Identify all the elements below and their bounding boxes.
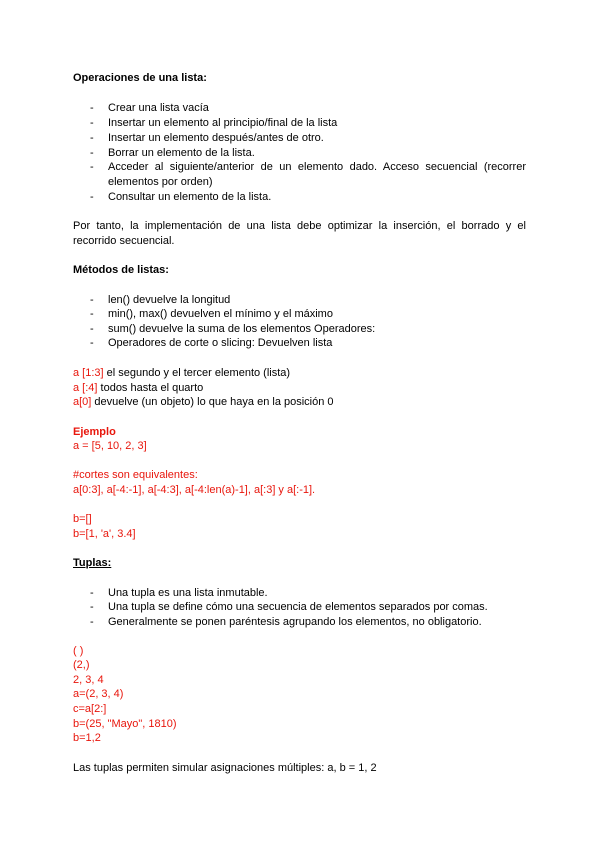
code-line: b=(25, "Mayo", 1810) [73, 718, 177, 730]
code-line: a = [5, 10, 2, 3] [73, 440, 147, 452]
code-line: b=1,2 [73, 732, 101, 744]
slice-line [73, 366, 290, 380]
bullet-dash: - [90, 337, 94, 349]
closing-paragraph: Las tuplas permiten simular asignaciones múltiples: a, b = 1, 2 [73, 762, 377, 774]
bullet-dash: - [90, 191, 94, 203]
slice-line [73, 381, 203, 395]
list-item: Operadores de corte o slicing: Devuelven lista [108, 337, 333, 349]
bullet-dash: - [90, 161, 94, 173]
code-line: a[0:3], a[-4:-1], a[-4:3], a[-4:len(a)-1], a[:3] y a[:-1]. [73, 484, 316, 496]
list-item: Consultar un elemento de la lista. [108, 191, 272, 203]
slice-code: a [:4] [73, 382, 98, 394]
list-item: sum() devuelve la suma de los elementos Operadores: [108, 323, 376, 335]
bullet-dash: - [90, 616, 94, 628]
slice-code: a [1:3] [73, 367, 104, 379]
bullet-dash: - [90, 587, 94, 599]
code-line: b=[] [73, 513, 92, 525]
slice-code: a[0] [73, 396, 92, 408]
code-line: (2,) [73, 659, 90, 671]
bullet-dash: - [90, 147, 94, 159]
list-item: Una tupla se define cómo una secuencia de elementos separados por comas. [108, 601, 488, 613]
code-line: a=(2, 3, 4) [73, 688, 124, 700]
bullet-dash: - [90, 102, 94, 114]
slice-text: devuelve (un objeto) lo que haya en la posición 0 [91, 396, 334, 408]
bullet-dash: - [90, 323, 94, 335]
list-item: Crear una lista vacía [108, 102, 209, 114]
list-item: min(), max() devuelven el mínimo y el máximo [108, 308, 333, 320]
code-line: c=a[2:] [73, 703, 107, 715]
code-comment: #cortes son equivalentes: [73, 469, 198, 481]
bullet-dash: - [90, 308, 94, 320]
paragraph-line: recorrido secuencial. [73, 235, 175, 247]
list-item: Insertar un elemento al principio/final de la lista [108, 117, 338, 129]
code-line: 2, 3, 4 [73, 674, 104, 686]
section-heading-operaciones: Operaciones de una lista: [73, 72, 207, 84]
slice-line [73, 395, 334, 409]
list-item: Una tupla es una lista inmutable. [108, 587, 268, 599]
list-item: Generalmente se ponen paréntesis agrupando los elementos, no obligatorio. [108, 616, 482, 628]
list-item-continuation: elementos por orden) [108, 176, 213, 188]
ejemplo-heading: Ejemplo [73, 426, 116, 438]
list-item: Borrar un elemento de la lista. [108, 147, 255, 159]
code-line: ( ) [73, 645, 84, 657]
bullet-dash: - [90, 117, 94, 129]
list-item: len() devuelve la longitud [108, 294, 231, 306]
section-heading-metodos: Métodos de listas: [73, 264, 169, 276]
bullet-dash: - [90, 294, 94, 306]
bullet-dash: - [90, 132, 94, 144]
slice-text: todos hasta el quarto [97, 382, 204, 394]
list-item: Acceder al siguiente/anterior de un elemento dado. Acceso secuencial (recorrer [108, 161, 526, 173]
list-item: Insertar un elemento después/antes de otro. [108, 132, 324, 144]
slice-text: el segundo y el tercer elemento (lista) [103, 367, 291, 379]
code-line: b=[1, 'a', 3.4] [73, 528, 136, 540]
paragraph-line: Por tanto, la implementación de una lista debe optimizar la inserción, el borrado y el [73, 220, 526, 232]
bullet-dash: - [90, 601, 94, 613]
section-heading-tuplas: Tuplas: [73, 557, 112, 569]
